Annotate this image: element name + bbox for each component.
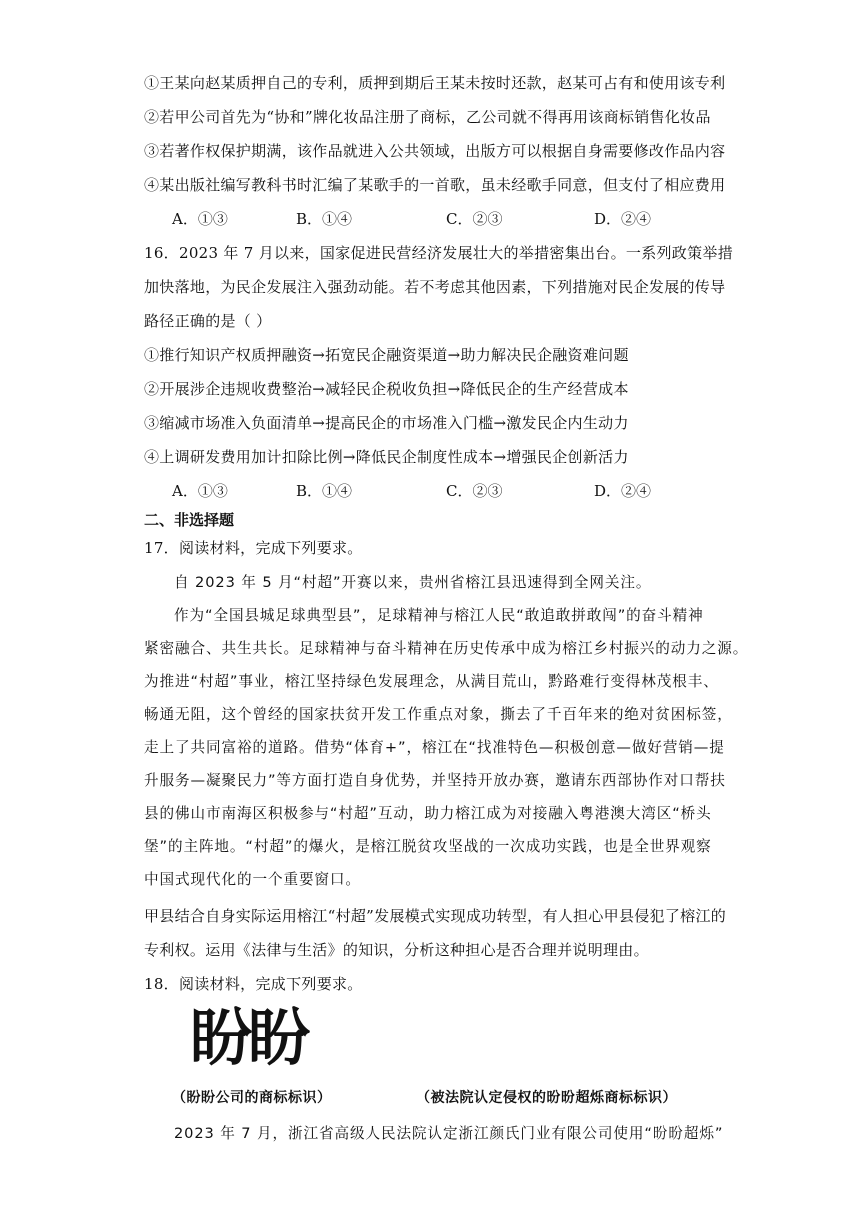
section-heading: 二、非选择题: [144, 511, 235, 529]
q16-option-a[interactable]: A．①③: [172, 482, 228, 500]
logo-text: 盼盼: [190, 1001, 307, 1074]
q17-material-line-5: 畅通无阻，这个曾经的国家扶贫开发工作重点对象，撕去了千百年来的绝对贫困标签，: [144, 706, 733, 723]
q17-material-line-6: 走上了共同富裕的道路。借势“体育+”，榕江在“找准特色—积极创意—做好营销—提: [144, 739, 725, 756]
q15-statement-3: ③若著作权保护期满，该作品就进入公共领域，出版方可以根据自身需要修改作品内容: [144, 142, 726, 160]
q16-statement-4: ④上调研发费用加计扣除比例→降低民企制度性成本→增强民企创新活力: [144, 448, 629, 466]
q16-option-b[interactable]: B．①④: [296, 482, 353, 500]
q16-statement-2: ②开展涉企违规收费整治→减轻民企税收负担→降低民企的生产经营成本: [144, 380, 629, 398]
q17-material-line-7: 升服务—凝聚民力”等方面打造自身优势，并坚持开放办赛，邀请东西部协作对口帮扶: [144, 772, 726, 789]
q15-statement-2: ②若甲公司首先为“协和”牌化妆品注册了商标，乙公司就不得再用该商标销售化妆品: [144, 108, 711, 126]
q17-intro: 17．阅读材料，完成下列要求。: [144, 539, 363, 557]
q15-option-b[interactable]: B．①④: [296, 210, 353, 228]
q17-material-line-1: 自 2023 年 5 月“村超”开赛以来，贵州省榕江县迅速得到全网关注。: [174, 574, 652, 591]
q17-material-line-8: 县的佛山市南海区积极参与“村超”互动，助力榕江成为对接融入粤港澳大湾区“桥头: [144, 805, 712, 822]
q18-material-line-1: 2023 年 7 月，浙江省高级人民法院认定浙江颜氏门业有限公司使用“昐昐超烁”: [174, 1125, 724, 1142]
caption-left: （盼盼公司的商标标识）: [172, 1090, 332, 1106]
q17-material-line-9: 堡”的主阵地。“村超”的爆火，是榕江脱贫攻坚战的一次成功实践，也是全世界观察: [144, 838, 712, 855]
q16-option-c[interactable]: C．②③: [446, 482, 503, 500]
q15-option-a[interactable]: A．①③: [172, 210, 228, 228]
q15-statement-1: ①王某向赵某质押自己的专利，质押到期后王某未按时还款，赵某可占有和使用该专利: [144, 74, 726, 92]
q15-statement-4: ④某出版社编写教科书时汇编了某歌手的一首歌，虽未经歌手同意，但支付了相应费用: [144, 176, 726, 194]
q15-option-d[interactable]: D．②④: [594, 210, 652, 228]
q16-statement-3: ③缩减市场准入负面清单→提高民企的市场准入门槛→激发民企内生动力: [144, 414, 629, 432]
q17-material-line-2: 作为“全国县城足球典型县”，足球精神与榕江人民“敢追敢拼敢闯”的奋斗精神: [174, 607, 704, 624]
caption-right: （被法院认定侵权的昐昐超烁商标标识）: [416, 1090, 677, 1106]
q17-material-line-3: 紧密融合、共生共长。足球精神与奋斗精神在历史传承中成为榕江乡村振兴的动力之源。: [144, 640, 749, 657]
q16-statement-1: ①推行知识产权质押融资→拓宽民企融资渠道→助力解决民企融资难问题: [144, 346, 629, 364]
q16-stem-line-2: 加快落地，为民企发展注入强劲动能。若不考虑其他因素，下列措施对民企发展的传导: [144, 278, 726, 296]
q18-intro: 18．阅读材料，完成下列要求。: [144, 975, 363, 993]
q17-material-line-4: 为推进“村超”事业，榕江坚持绿色发展理念，从满目荒山，黔路难行变得林茂根丰、: [144, 673, 719, 690]
q17-material-line-10: 中国式现代化的一个重要窗口。: [144, 871, 361, 888]
q16-option-d[interactable]: D．②④: [594, 482, 652, 500]
q15-option-c[interactable]: C．②③: [446, 210, 503, 228]
q16-stem-line-3: 路径正确的是（ ）: [144, 312, 272, 330]
q16-stem-line-1: 16．2023 年 7 月以来，国家促进民营经济发展壮大的举措密集出台。一系列政策举措: [144, 244, 734, 262]
q17-question-line-2: 专利权。运用《法律与生活》的知识，分析这种担心是否合理并说明理由。: [144, 941, 649, 959]
q17-question-line-1: 甲县结合自身实际运用榕江“村超”发展模式实现成功转型，有人担心甲县侵犯了榕江的: [144, 907, 727, 925]
panpan-trademark-logo: [190, 1003, 340, 1073]
